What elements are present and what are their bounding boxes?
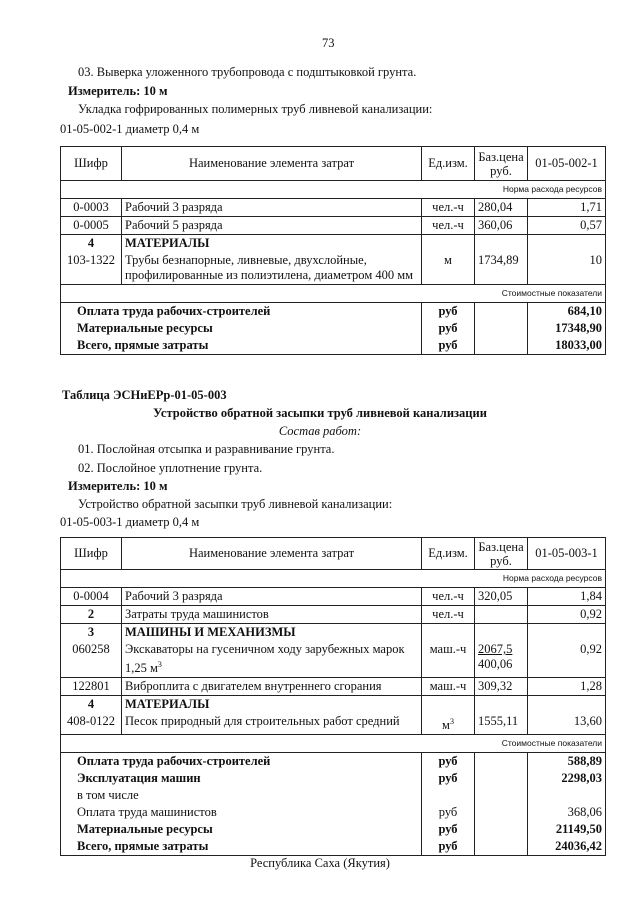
group-row: 3 МАШИНЫ И МЕХАНИЗМЫ [61,624,606,642]
resource-table-1 [60,146,606,355]
table-header [61,147,606,181]
measure-label: Измеритель: 10 м [68,479,168,493]
table-row: 0-0003 Рабочий 3 разряда чел.-ч 280,04 1,71 [61,199,606,217]
header-norm: 01-05-002-1 [528,147,606,181]
section-title: Устройство обратной засыпки труб ливневой канализации [153,406,487,420]
work-item: 02. Послойное уплотнение грунта. [78,461,263,475]
work-item: 01. Послойная отсыпка и разравнивание грунта. [78,442,335,456]
header-name: Наименование элемента затрат [122,147,422,181]
total-row: в том числе [61,787,606,804]
measure-label: Измеритель: 10 м [68,84,168,98]
code-line: 01-05-002-1 диаметр 0,4 м [60,122,200,136]
norm-label: Норма расхода ресурсов [61,181,606,199]
total-row: Всего, прямые затраты руб 24036,42 [61,838,606,856]
description: Устройство обратной засыпки труб ливневой канализации: [78,497,393,511]
norm-row [61,181,606,199]
table-row: 0-0005 Рабочий 5 разряда чел.-ч 360,06 0,57 [61,217,606,235]
total-row: Оплата труда рабочих-строителей руб 588,89 [61,753,606,771]
cost-row: Стоимостные показатели [61,735,606,753]
table-row: 103-1322 Трубы безнапорные, ливневые, двухслойные, профилированные из полиэтилена, диаметром 400 мм м 1734,89 10 [61,252,606,285]
total-row: Оплата труда рабочих-строителей руб 684,10 [61,303,606,321]
cost-row [61,285,606,303]
table-header: Шифр Наименование элемента затрат Ед.изм. Баз.цена руб. 01-05-003-1 [61,538,606,570]
resource-table-2 [60,537,606,856]
code-line: 01-05-003-1 диаметр 0,4 м [60,515,200,529]
description: Укладка гофрированных полимерных труб ливневой канализации: [78,102,433,116]
header-unit: Ед.изм. [422,147,475,181]
footer: Республика Саха (Якутия) [250,856,390,870]
total-row: Материальные ресурсы руб 21149,50 [61,821,606,838]
total-row: Оплата труда машинистов руб 368,06 [61,804,606,821]
norm-row: Норма расхода ресурсов [61,570,606,588]
table-row: 408-0122 Песок природный для строительных работ средний $м^3$ 1555,11 13,60 [61,713,606,735]
group-row: 4 МАТЕРИАЛЫ [61,235,606,253]
composition-label: Состав работ: [278,424,362,438]
header-price: Баз.цена руб. [475,147,528,181]
total-row: Всего, прямые затраты руб 18033,00 [61,337,606,355]
total-row: Эксплуатация машин руб 2298,03 [61,770,606,787]
table-row: 2 Затраты труда машинистов чел.-ч 0,92 [61,606,606,624]
header-code: Шифр [61,147,122,181]
table-title: Таблица ЭСНиЕРр-01-05-003 [62,388,227,402]
group-row: 4 МАТЕРИАЛЫ [61,696,606,714]
page-number: 73 [322,36,335,50]
table-row: 060258 Экскаваторы на гусеничном ходу зарубежных марок 1,25 $м^3$ маш.-ч 2067,5 400,06 0,92 [61,641,606,678]
total-row: Материальные ресурсы руб 17348,90 [61,320,606,337]
cost-label: Стоимостные показатели [61,285,606,303]
table-row: 0-0004 Рабочий 3 разряда чел.-ч 320,05 1,84 [61,588,606,606]
work-item: 03. Выверка уложенного трубопровода с подштыковкой грунта. [78,65,417,79]
table-row: 122801 Виброплита с двигателем внутреннего сгорания маш.-ч 309,32 1,28 [61,678,606,696]
